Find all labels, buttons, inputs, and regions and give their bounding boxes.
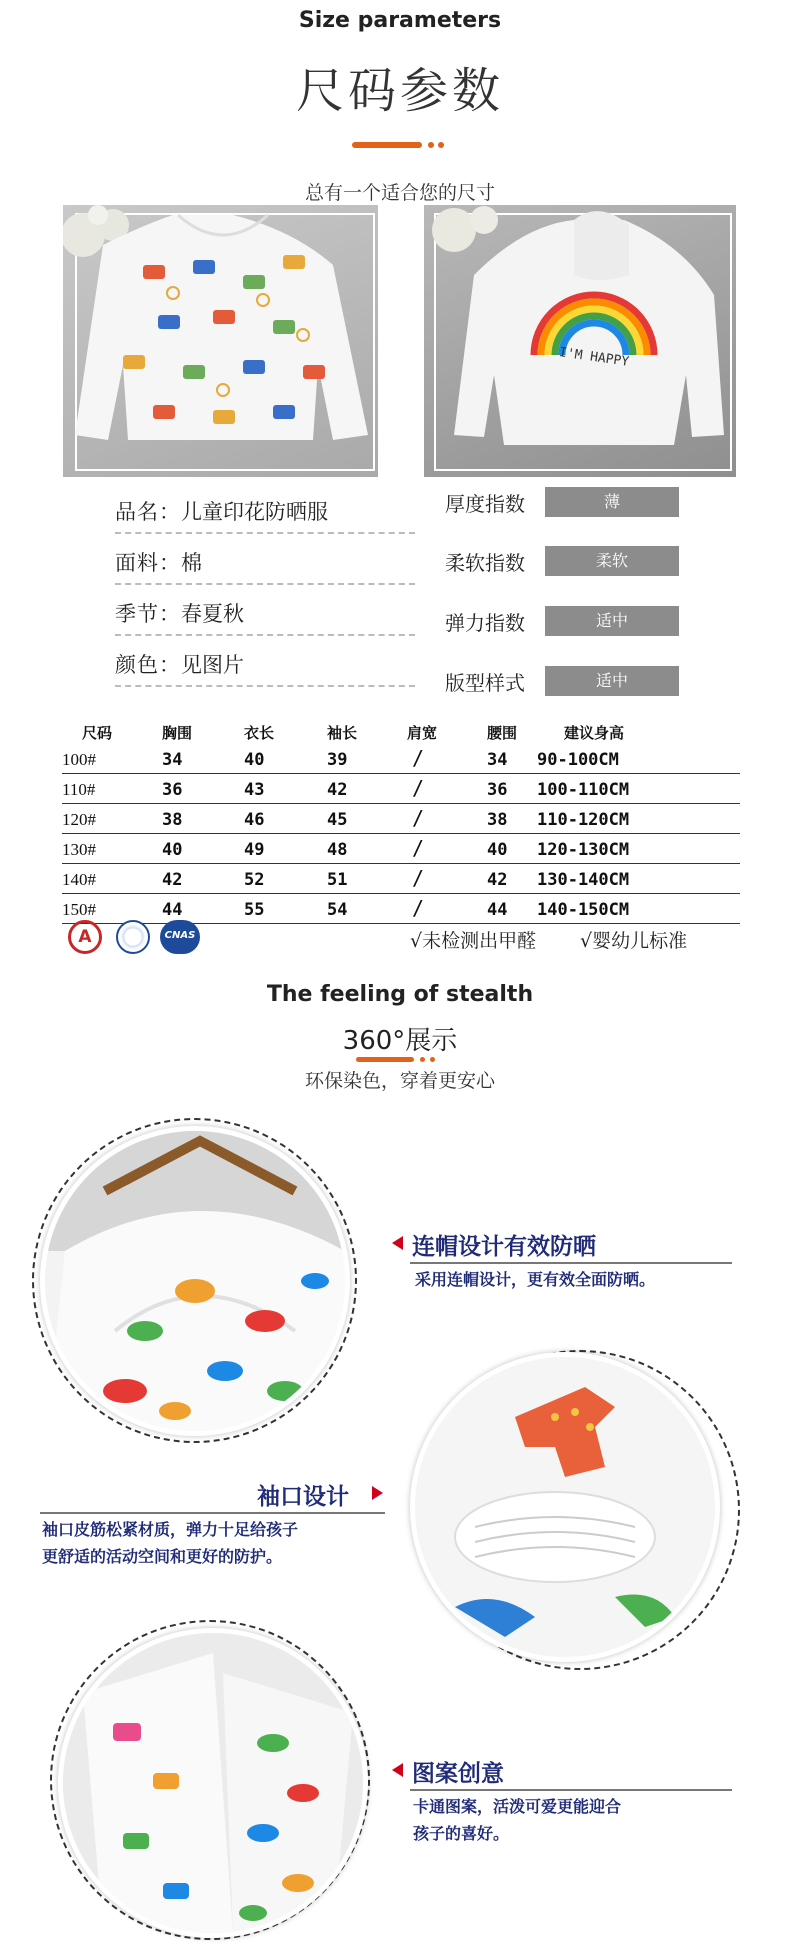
info-row: 品名：儿童印花防晒服	[115, 484, 415, 534]
section-title-en: Size parameters	[298, 8, 502, 33]
table-header: 衣长	[244, 724, 275, 742]
pointer-icon	[372, 1486, 383, 1500]
table-cell: 130#	[62, 840, 96, 859]
feature-title: 图案创意	[412, 1761, 504, 1787]
feature-description: 更舒适的活动空间和更好的防护。	[42, 1547, 283, 1566]
table-cell: 40	[244, 750, 265, 770]
certification-logos	[64, 920, 264, 960]
table-header: 肩宽	[407, 724, 438, 742]
index-label: 柔软指数	[445, 551, 525, 575]
table-cell: /	[412, 806, 425, 830]
section-title-cn: 尺码参数	[295, 63, 504, 119]
table-cell: 54	[327, 900, 348, 920]
accent-dot	[430, 1057, 435, 1062]
index-panel	[423, 480, 723, 702]
table-cell: 34	[162, 750, 183, 770]
table-cell: 120-130CM	[537, 840, 630, 860]
table-cell: 49	[244, 840, 265, 860]
product-photo-back	[424, 205, 736, 477]
feature-title: 连帽设计有效防晒	[412, 1234, 596, 1260]
info-row: 面料：棉	[115, 535, 415, 585]
check-infant-standard: √婴幼儿标准	[580, 930, 688, 952]
table-cell: /	[412, 776, 425, 800]
table-header: 袖长	[327, 724, 358, 742]
rainbow-text: I'M HAPPY	[558, 345, 630, 370]
table-header: 胸围	[162, 724, 193, 742]
cert-logo	[116, 920, 150, 954]
section-title-cn: 360°展示	[342, 1026, 458, 1056]
feature-description: 袖口皮筋松紧材质，弹力十足给孩子	[42, 1520, 299, 1539]
feature-description: 卡通图案，活泼可爱更能迎合	[413, 1797, 622, 1816]
table-cell: 110-120CM	[537, 810, 630, 830]
table-cell: 52	[244, 870, 265, 890]
table-cell: /	[412, 866, 425, 890]
section-title-en: The feeling of stealth	[266, 982, 534, 1007]
table-cell: 42	[162, 870, 183, 890]
table-cell: 44	[162, 900, 183, 920]
table-cell: 45	[327, 810, 348, 830]
feature-divider	[410, 1262, 732, 1264]
table-cell: 140#	[62, 870, 96, 889]
table-row	[62, 774, 740, 804]
table-cell: 43	[244, 780, 265, 800]
table-cell: 140-150CM	[537, 900, 630, 920]
index-label: 弹力指数	[445, 611, 525, 635]
accent-dot	[428, 142, 434, 148]
table-cell: 120#	[62, 810, 96, 829]
table-cell: 130-140CM	[537, 870, 630, 890]
accent-dot	[438, 142, 444, 148]
pointer-icon	[392, 1763, 403, 1777]
index-label: 厚度指数	[445, 492, 525, 516]
index-value: 薄	[545, 487, 679, 517]
index-label: 版型样式	[445, 671, 525, 695]
table-cell: 38	[162, 810, 183, 830]
section-subtitle: 总有一个适合您的尺寸	[304, 182, 495, 204]
table-cell: 100#	[62, 750, 96, 769]
cert-logo	[160, 920, 200, 954]
table-cell: 46	[244, 810, 265, 830]
cert-logo-text: A	[78, 927, 92, 947]
table-cell: 110#	[62, 780, 96, 799]
product-photo-front	[63, 205, 378, 477]
accent-bar	[352, 142, 422, 148]
table-cell: 100-110CM	[537, 780, 630, 800]
table-cell: 38	[487, 810, 508, 830]
accent-bar	[356, 1057, 414, 1062]
cert-logo-text: CNAS	[164, 930, 196, 941]
table-cell: 48	[327, 840, 348, 860]
section-subtitle: 环保染色，穿着更安心	[304, 1070, 495, 1092]
pattern-detail-image	[58, 1628, 368, 1938]
table-cell: 55	[244, 900, 265, 920]
index-value: 适中	[545, 606, 679, 636]
pointer-icon	[392, 1236, 403, 1250]
table-header: 建议身高	[564, 724, 625, 742]
table-row	[62, 804, 740, 834]
table-cell: 36	[487, 780, 508, 800]
table-cell: 36	[162, 780, 183, 800]
feature-divider	[410, 1789, 732, 1791]
table-row	[62, 744, 740, 774]
table-cell: /	[412, 746, 425, 770]
table-cell: 34	[487, 750, 508, 770]
table-header: 腰围	[487, 724, 518, 742]
table-cell: 42	[487, 870, 508, 890]
table-cell: 40	[487, 840, 508, 860]
table-cell: /	[412, 836, 425, 860]
table-cell: 40	[162, 840, 183, 860]
table-row	[62, 864, 740, 894]
product-info-panel	[63, 480, 423, 702]
info-row: 颜色：见图片	[115, 637, 415, 687]
accent-dot	[420, 1057, 425, 1062]
table-cell: 150#	[62, 900, 96, 919]
table-cell: 51	[327, 870, 348, 890]
table-cell: 44	[487, 900, 508, 920]
table-cell: 90-100CM	[537, 750, 619, 770]
index-value: 柔软	[545, 546, 679, 576]
feature-description: 采用连帽设计，更有效全面防晒。	[415, 1270, 656, 1289]
table-row	[62, 834, 740, 864]
feature-title: 袖口设计	[257, 1484, 349, 1510]
table-cell: 42	[327, 780, 348, 800]
hood-detail-image	[40, 1126, 350, 1436]
table-cell: 39	[327, 750, 348, 770]
feature-description: 孩子的喜好。	[413, 1824, 510, 1843]
table-cell: /	[412, 896, 425, 920]
index-value: 适中	[545, 666, 679, 696]
size-table	[62, 722, 740, 922]
check-formaldehyde: √未检测出甲醛	[410, 930, 537, 952]
cuff-detail-image	[410, 1352, 720, 1662]
feature-divider	[40, 1512, 385, 1514]
table-header: 尺码	[82, 724, 113, 742]
cert-logo	[68, 920, 102, 954]
info-row: 季节：春夏秋	[115, 586, 415, 636]
